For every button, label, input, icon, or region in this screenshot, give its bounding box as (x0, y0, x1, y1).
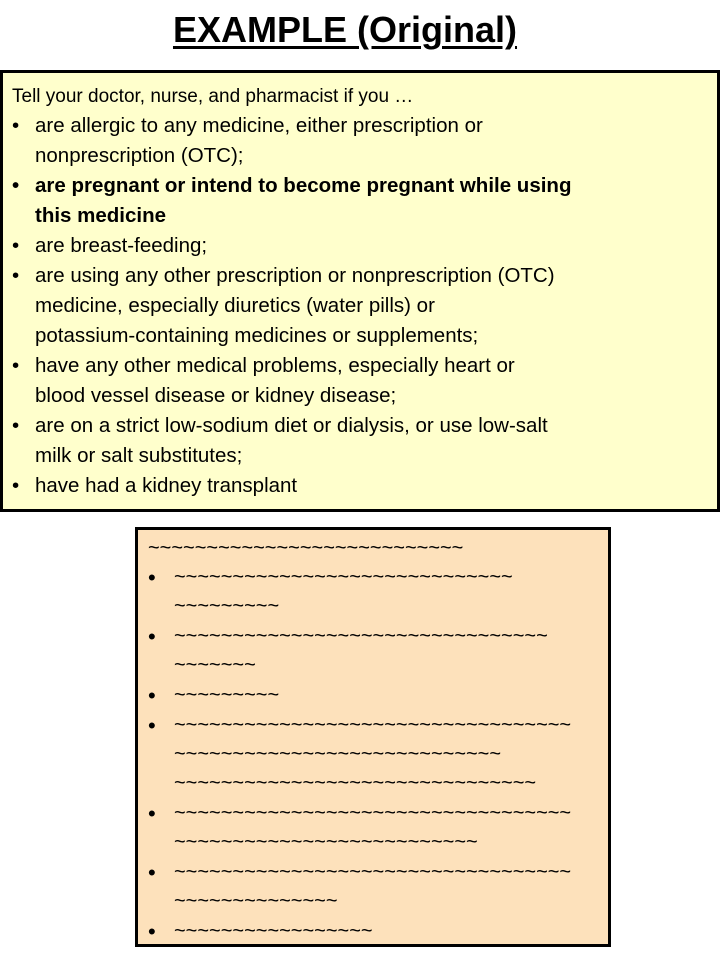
list-item-text: ~~~~~~~~~~~~~~~~~ (174, 920, 373, 942)
bullet-icon: • (148, 860, 156, 885)
list-item-text: ~~~~~~~~~~~~~~~~~~~~~~~~~~~~~~~~~~ ~~~~~~~~~~~~~~~~~~~~~~~~~~~~ ~~~~~~~~~~~~~~~~~~~~~~~~~~~~~~~ (174, 714, 572, 794)
bullet-icon: • (148, 565, 156, 590)
list-item (12, 411, 709, 471)
bullet-icon: • (12, 414, 20, 437)
list-item-text: are using any other prescription or nonprescription (OTC) medicine, especially diuretics (water pills) or potassium-containing medicines or supplements; (35, 264, 555, 347)
page-title: EXAMPLE (Original) (172, 9, 518, 50)
bullet-icon: • (148, 624, 156, 649)
bullet-icon: • (12, 234, 20, 257)
list-item (12, 261, 709, 351)
list-item (12, 351, 709, 411)
bullet-icon: • (12, 114, 20, 137)
bullet-icon: • (12, 474, 20, 497)
list-item-text: are pregnant or intend to become pregnant while using this medicine (35, 174, 572, 227)
list-item (148, 799, 600, 857)
bullet-icon: • (12, 354, 20, 377)
list-item (148, 563, 600, 621)
list-item (12, 471, 709, 501)
list-item-text: ~~~~~~~~~~~~~~~~~~~~~~~~~~~~~~~~~~ ~~~~~~~~~~~~~~ (174, 861, 572, 912)
list-item (12, 111, 709, 171)
list-item (148, 711, 600, 798)
bullet-icon: • (148, 801, 156, 826)
list-item-text: ~~~~~~~~~ (174, 684, 280, 706)
placeholder-intro: ~~~~~~~~~~~~~~~~~~~~~~~~~~~ (148, 537, 464, 559)
list-item (12, 231, 709, 261)
list-item-text: ~~~~~~~~~~~~~~~~~~~~~~~~~~~~~~~~ ~~~~~~~ (174, 625, 548, 676)
list-item (148, 681, 600, 710)
list-item-text: ~~~~~~~~~~~~~~~~~~~~~~~~~~~~~~~~~~ ~~~~~~~~~~~~~~~~~~~~~~~~~~ (174, 802, 572, 853)
list-item-text: are allergic to any medicine, either prescription or nonprescription (OTC); (35, 114, 483, 167)
list-item-text: are on a strict low-sodium diet or dialysis, or use low-salt milk or salt substitutes; (35, 414, 548, 467)
instructions-box (0, 70, 720, 512)
instructions-intro: Tell your doctor, nurse, and pharmacist if you … (12, 86, 414, 107)
list-item-text: have any other medical problems, especially heart or blood vessel disease or kidney disease; (35, 354, 515, 407)
list-item (148, 917, 600, 946)
list-item-text: have had a kidney transplant (35, 474, 298, 497)
list-item (12, 171, 709, 231)
list-item-text: ~~~~~~~~~~~~~~~~~~~~~~~~~~~~~ ~~~~~~~~~ (174, 566, 513, 617)
bullet-icon: • (148, 919, 156, 944)
placeholder-box (135, 527, 611, 947)
placeholder-list (148, 563, 600, 947)
list-item (148, 622, 600, 680)
bullet-icon: • (148, 683, 156, 708)
instructions-list (12, 111, 709, 501)
bullet-icon: • (12, 264, 20, 287)
bullet-icon: • (148, 713, 156, 738)
bullet-icon: • (12, 174, 20, 197)
list-item (148, 858, 600, 916)
list-item-text: are breast-feeding; (35, 234, 208, 257)
